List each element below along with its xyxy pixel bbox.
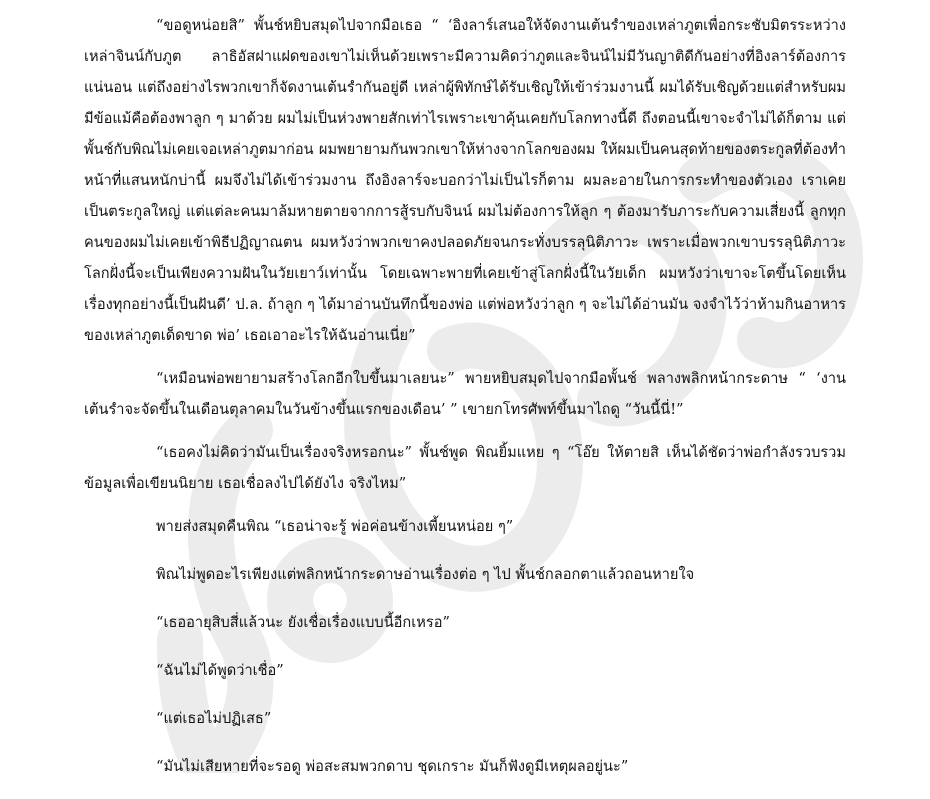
paragraph-8: “แต่เธอไม่ปฏิเสธ” <box>156 710 272 727</box>
paragraph-1: “ขอดูหน่อยสิ” พั้นช์หยิบสมุดไปจากมือเธอ “ ‘อิงลาร์เสนอให้จัดงานเต้นรำของเหล่าภูตเพื่อกระชับมิตรระหว่างเหล่าจินน์กับภูต ลาธิอัสฝาแฝดของเขาไม่เห็นด้วยเพราะมีความคิดว่าภูตและจินน์ไม่มีวันญาติดีกันอย่างที่อิงลาร์ต้องการแน่นอน แต่ถึงอย่างไรพวกเขาก็จัดงานเต้นรำกันอยู่ดี เหล่าผู้พิทักษ์ได้รับเชิญให้เข้าร่วมงานนี้ ผมได้รับเชิญด้วยแต่สำหรับผมมีข้อแม้คือต้องพาลูก ๆ มาด้วย ผมไม่เป็นห่วงพายสักเท่าไรเพราะเขาคุ้นเคยกับโลกทางนี้ดี ถึงตอนนี้เขาจะจำไม่ได้ก็ตาม แต่พั้นช์กับพิณไม่เคยเจอเหล่าภูตมาก่อน ผมพยายามกันพวกเขาให้ห่างจากโลกของผม ให้ผมเป็นคนสุดท้ายของตระกูลที่ต้องทำหน้าที่แสนหนักบ่านี้ ผมจึงไม่ได้เข้าร่วมงาน ถึงอิงลาร์จะบอกว่าไม่เป็นไรก็ตาม ผมละอายในการกระทำของตัวเอง เราเคยเป็นตระกูลใหญ่ แต่แต่ละคนมาล้มหายตายจากการสู้รบกับจินน์ ผมไม่ต้องการให้ลูก ๆ ต้องมารับภาระกับความเสี่ยงนี้ ลูกทุกคนของผมไม่เคยเข้าพิธีปฏิญาณตน ผมหวังว่าพวกเขาคงปลอดภัยจนกระทั่งบรรลุนิติภาวะ เพราะเมื่อพวกเขาบรรลุนิติภาวะโลกฝั่งนี้จะเป็นเพียงความฝันในวัยเยาว์เท่านั้น โดยเฉพาะพายที่เคยเข้าสู่โลกฝั่งนี้ในวัยเด็ก ผมหวังว่าเขาจะโตขึ้นโดยเห็นเรื่องทุกอย่างนี้เป็นฝันดี’ ป.ล. ถ้าลูก ๆ ได้มาอ่านบันทึกนี้ของพ่อ แต่พ่อหวังว่าลูก ๆ จะไม่ได้อ่านมัน จงจำไว้ว่าห้ามกินอาหารของเหล่าภูตเด็ดขาด พ่อ’ เธอเอาอะไรให้ฉันอ่านเนี่ย” <box>84 17 846 344</box>
paragraph-3: “เธอคงไม่คิดว่ามันเป็นเรื่องจริงหรอกนะ” พั้นช์พูด พิณยิ้มแหย ๆ “โอ๊ย ให้ตายสิ เห็นได้ชัดว่าพ่อกำลังรวบรวมข้อมูลเพื่อเขียนนิยาย เธอเชื่อลงไปได้ยังไง จริงไหม” <box>84 444 846 492</box>
paragraph-5: พิณไม่พูดอะไรเพียงแต่พลิกหน้ากระดาษอ่านเรื่องต่อ ๆ ไป พั้นช์กลอกตาแล้วถอนหายใจ <box>156 566 695 583</box>
paragraph-9: “มันไม่เสียหายที่จะรอดู พ่อสะสมพวกดาบ ชุดเกราะ มันก็ฟังดูมีเหตุผลอยู่นะ” <box>156 758 629 775</box>
document-page <box>84 10 846 799</box>
paragraph-4: พายส่งสมุดคืนพิณ “เธอน่าจะรู้ พ่อค่อนข้างเพี้ยนหน่อย ๆ” <box>156 518 514 535</box>
paragraph-7: “ฉันไม่ได้พูดว่าเชื่อ” <box>156 662 284 679</box>
paragraph-6: “เธออายุสิบสี่แล้วนะ ยังเชื่อเรื่องแบบนี้อีกเหรอ” <box>156 614 450 631</box>
paragraph-2: “เหมือนพ่อพยายามสร้างโลกอีกใบขึ้นมาเลยนะ” พายหยิบสมุดไปจากมือพั้นช์ พลางพลิกหน้ากระดาษ “ ‘งานเต้นรำจะจัดขึ้นในเดือนตุลาคมในวันข้างขึ้นแรกของเดือน’ ” เขายกโทรศัพท์ขึ้นมาไถดู “วันนี้นี่!” <box>84 370 846 418</box>
